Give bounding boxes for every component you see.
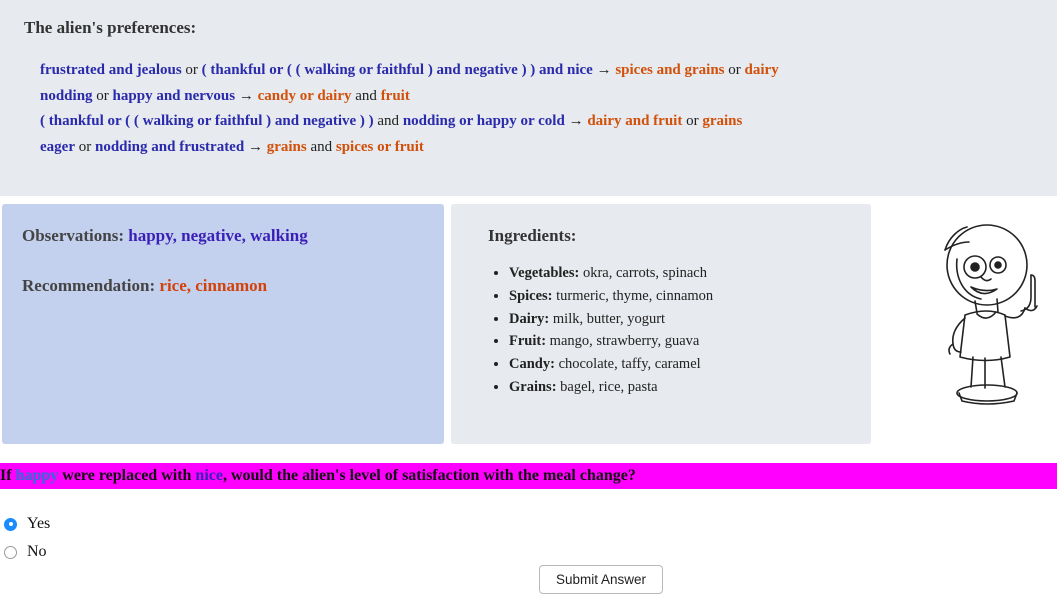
- ingredient-values: mango, strawberry, guava: [546, 333, 700, 350]
- rules-list: [40, 58, 1035, 160]
- rule-segment: →: [564, 113, 588, 129]
- ingredients-title: Ingredients:: [488, 226, 577, 245]
- question-text: [0, 467, 636, 485]
- rule-segment: →: [235, 87, 258, 104]
- rule-segment: →: [592, 62, 616, 78]
- rule-segment: or: [181, 62, 202, 78]
- ingredient-category: Candy:: [509, 356, 555, 373]
- answer-option-no[interactable]: [4, 538, 304, 566]
- rule-segment: dairy and fruit: [587, 113, 683, 129]
- ingredients-list: [471, 262, 851, 399]
- ingredient-values: bagel, rice, pasta: [556, 378, 658, 395]
- ingredient-item: [509, 285, 851, 308]
- rule-segment: and: [373, 113, 403, 129]
- rule-row: [40, 135, 1035, 161]
- ingredient-category: Fruit:: [509, 333, 547, 350]
- observations-panel: [2, 204, 444, 444]
- ingredient-values: okra, carrots, spinach: [579, 265, 707, 281]
- ingredient-category: Spices:: [509, 287, 553, 304]
- alien-illustration: [905, 215, 1057, 415]
- question-term-a: happy: [15, 467, 59, 484]
- rule-row: [40, 84, 1035, 110]
- rule-segment: and: [306, 138, 336, 155]
- radio-button-yes[interactable]: [4, 518, 17, 531]
- rule-segment: nodding: [40, 87, 93, 104]
- rule-segment: eager: [40, 138, 75, 155]
- ingredient-item: [509, 308, 851, 331]
- rule-segment: or: [724, 62, 745, 78]
- rule-segment: spices or fruit: [335, 138, 424, 155]
- radio-button-no[interactable]: [4, 546, 17, 559]
- rule-row: [40, 109, 1035, 135]
- question-middle: were replaced with: [58, 467, 196, 484]
- rule-row: [40, 58, 1035, 84]
- rule-segment: ( thankful or ( ( walking or faithful ) and negative ) ): [40, 113, 374, 129]
- answer-option-label: No: [27, 543, 47, 560]
- rule-segment: frustrated and jealous: [40, 62, 182, 78]
- observations-values: happy, negative, walking: [128, 226, 308, 245]
- ingredient-category: Dairy:: [509, 310, 550, 327]
- rule-segment: nodding and frustrated: [94, 138, 245, 155]
- rule-segment: happy and nervous: [112, 87, 236, 104]
- recommendation-values: rice, cinnamon: [159, 276, 268, 295]
- rule-segment: grains: [266, 138, 307, 155]
- question-term-b: nice: [195, 467, 223, 484]
- rule-segment: →: [244, 138, 267, 155]
- question-prefix: If: [0, 467, 16, 484]
- rule-segment: dairy: [744, 62, 779, 78]
- rule-segment: or: [682, 113, 703, 129]
- ingredient-item: [509, 353, 851, 376]
- ingredients-panel: [451, 204, 871, 444]
- ingredient-values: milk, butter, yogurt: [549, 310, 666, 327]
- rule-segment: or: [92, 87, 113, 104]
- preferences-panel: [0, 0, 1057, 196]
- rule-segment: grains: [702, 113, 743, 129]
- rule-segment: fruit: [380, 87, 410, 104]
- question-bar: [0, 463, 1057, 489]
- rule-segment: nodding or happy or cold: [402, 113, 565, 129]
- ingredient-values: turmeric, thyme, cinnamon: [552, 287, 714, 304]
- rule-segment: spices and grains: [615, 62, 725, 78]
- answer-option-yes[interactable]: [4, 510, 304, 538]
- ingredient-item: [509, 330, 851, 353]
- answer-options: [4, 510, 304, 566]
- observations-line: [22, 226, 424, 246]
- rule-segment: ( thankful or ( ( walking or faithful ) and negative ) ) and nice: [201, 62, 593, 78]
- observations-label: Observations:: [22, 226, 129, 245]
- ingredient-category: Grains:: [509, 378, 557, 395]
- recommendation-line: [22, 276, 424, 296]
- question-suffix: , would the alien's level of satisfaction with the meal change?: [222, 467, 636, 484]
- ingredient-values: chocolate, taffy, caramel: [554, 356, 701, 373]
- rule-segment: or: [74, 138, 95, 155]
- rule-segment: candy or dairy: [257, 87, 352, 104]
- rule-segment: and: [351, 87, 381, 104]
- ingredient-category: Vegetables:: [509, 265, 580, 281]
- ingredient-item: [509, 262, 851, 285]
- answer-option-label: Yes: [27, 515, 51, 532]
- preferences-title: The alien's preferences:: [24, 18, 197, 37]
- ingredient-item: [509, 376, 851, 399]
- submit-answer-button[interactable]: Submit Answer: [539, 565, 663, 594]
- alien-drawing-svg: [905, 215, 1057, 415]
- recommendation-label: Recommendation:: [22, 276, 160, 295]
